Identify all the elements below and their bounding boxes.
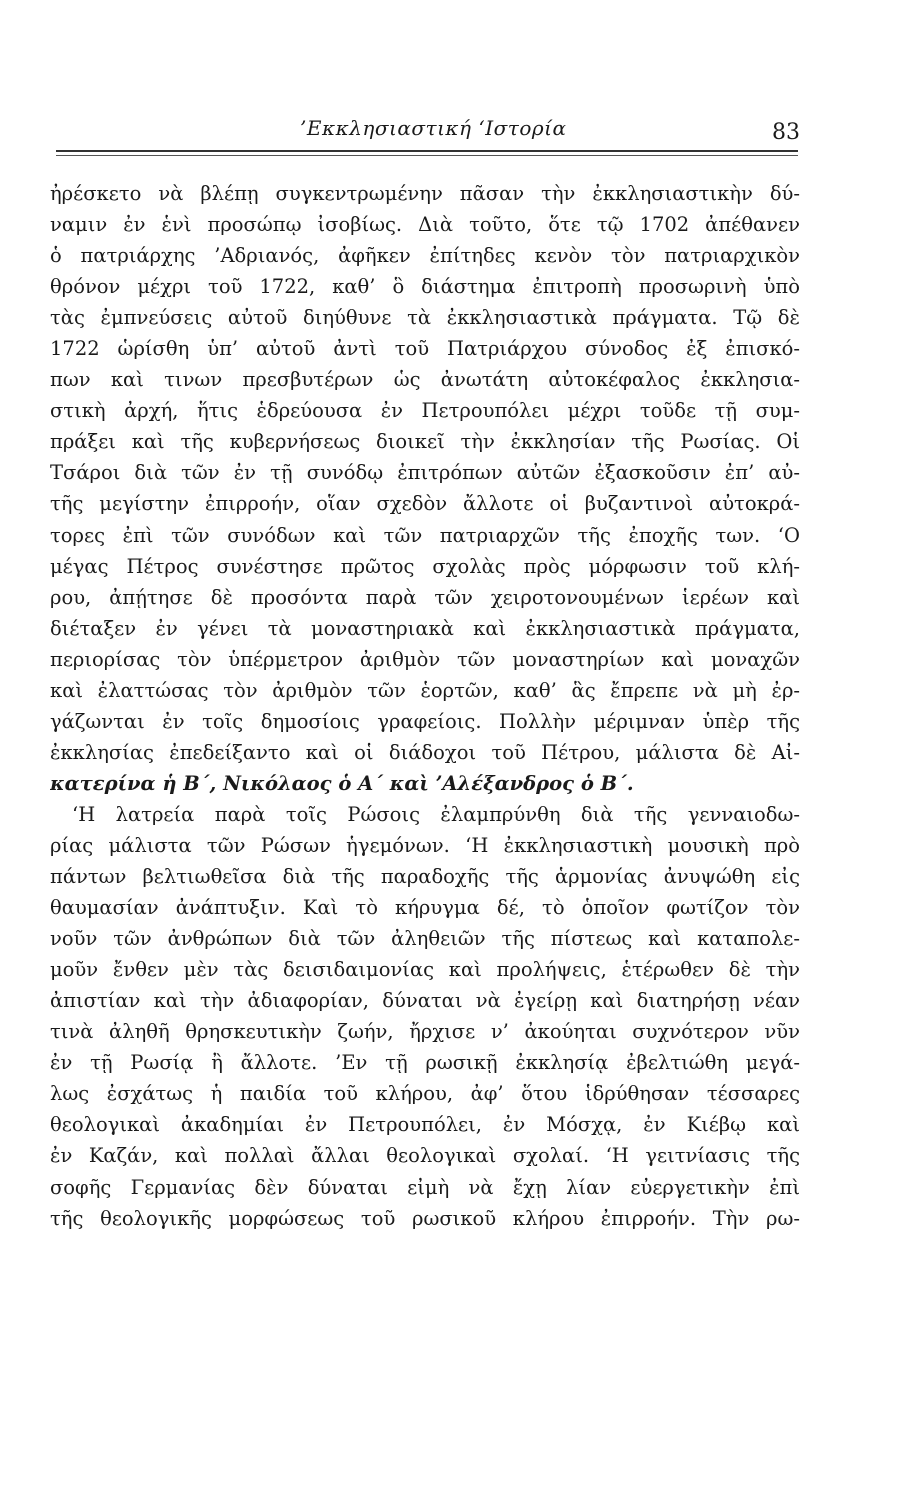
text-line: τὰς ἐμπνεύσεις αὐτοῦ διηύθυνε τὰ ἐκκλησιαστικὰ πράγματα. Τῷ δὲ	[50, 306, 800, 330]
header-rule	[56, 150, 798, 152]
text-line: ρου, ἀπῄτησε δὲ προσόντα παρὰ τῶν χειροτονουμένων ἱερέων καὶ	[50, 585, 800, 609]
text-line: Τσάροι διὰ τῶν ἐν τῇ συνόδῳ ἐπιτρόπων αὐτῶν ἐξασκοῦσιν ἐπ’ αὐ-	[50, 461, 800, 485]
text-line: σοφῆς Γερμανίας δὲν δύναται εἰμὴ νὰ ἔχῃ λίαν εὐεργετικὴν ἐπὶ	[50, 1175, 800, 1199]
running-head	[0, 112, 910, 148]
text-line: διέταξεν ἐν γένει τὰ μοναστηριακὰ καὶ ἐκκλησιαστικὰ πράγματα,	[50, 616, 800, 640]
text-line: ὁ πατριάρχης ’Αδριανός, ἀφῆκεν ἐπίτηδες κενὸν τὸν πατριαρχικὸν	[50, 244, 800, 268]
text-line: ρίας μάλιστα τῶν Ρώσων ἡγεμόνων. ‘Η ἐκκλησιαστικὴ μουσικὴ πρὸ	[50, 833, 800, 857]
text-line: πράξει καὶ τῆς κυβερνήσεως διοικεῖ τὴν ἐκκλησίαν τῆς Ρωσίας. Οἱ	[50, 430, 800, 454]
text-line: λως ἐσχάτως ἡ παιδία τοῦ κλήρου, ἀφ’ ὅτου ἱδρύθησαν τέσσαρες	[50, 1082, 800, 1106]
text-line: τῆς θεολογικῆς μορφώσεως τοῦ ρωσικοῦ κλήρου ἐπιρροήν. Τὴν ρω-	[50, 1206, 800, 1230]
text-line: 1722 ὡρίσθη ὑπ’ αὐτοῦ ἀντὶ τοῦ Πατριάρχου σύνοδος ἐξ ἐπισκό-	[50, 337, 800, 361]
paragraph-start-line: ‘Η λατρεία παρὰ τοῖς Ρώσοις ἐλαμπρύνθη διὰ τῆς γενναιοδω-	[72, 802, 800, 826]
text-line: ἠρέσκετο νὰ βλέπῃ συγκεντρωμένην πᾶσαν τὴν ἐκκλησιαστικὴν δύ-	[50, 182, 800, 205]
header-rule-thin	[56, 155, 798, 156]
text-line: καὶ ἐλαττώσας τὸν ἀριθμὸν τῶν ἑορτῶν, καθ’ ἃς ἔπρεπε νὰ μὴ ἐρ-	[50, 678, 800, 702]
text-line: θαυμασίαν ἀνάπτυξιν. Καὶ τὸ κήρυγμα δέ, τὸ ὁποῖον φωτίζον τὸν	[50, 896, 800, 920]
text-line: κατερίνα ἡ Β΄, Νικόλαος ὁ Α΄ καὶ ’Αλέξανδρος ὁ Β΄.	[50, 771, 634, 795]
text-line: μέγας Πέτρος συνέστησε πρῶτος σχολὰς πρὸς μόρφωσιν τοῦ κλή-	[50, 554, 800, 578]
text-line: ἀπιστίαν καὶ τὴν ἀδιαφορίαν, δύναται νὰ ἐγείρῃ καὶ διατηρήσῃ νέαν	[50, 989, 800, 1013]
text-line: ἐν τῇ Ρωσίᾳ ἢ ἄλλοτε. ’Εν τῇ ρωσικῇ ἐκκλησίᾳ ἐβελτιώθη μεγά-	[50, 1051, 800, 1075]
text-line: μοῦν ἔνθεν μὲν τὰς δεισιδαιμονίας καὶ προλήψεις, ἑτέρωθεν δὲ τὴν	[50, 958, 800, 982]
text-line: νοῦν τῶν ἀνθρώπων διὰ τῶν ἀληθειῶν τῆς πίστεως καὶ καταπολε-	[50, 927, 800, 951]
text-line: ναμιν ἐν ἑνὶ προσώπῳ ἰσοβίως. Διὰ τοῦτο, ὅτε τῷ 1702 ἀπέθανεν	[50, 213, 800, 237]
text-line: πάντων βελτιωθεῖσα διὰ τῆς παραδοχῆς τῆς ἁρμονίας ἀνυψώθη εἰς	[50, 865, 800, 889]
body-text	[50, 178, 800, 1234]
text-line: θρόνον μέχρι τοῦ 1722, καθ’ ὃ διάστημα ἐπιτροπὴ προσωρινὴ ὑπὸ	[50, 275, 800, 299]
text-line: τῆς μεγίστην ἐπιρροήν, οἵαν σχεδὸν ἄλλοτε οἱ βυζαντινοὶ αὐτοκρά-	[50, 492, 800, 516]
text-line: στικὴ ἀρχή, ἥτις ἑδρεύουσα ἐν Πετρουπόλει μέχρι τοῦδε τῇ συμ-	[50, 399, 800, 423]
text-line: θεολογικαὶ ἀκαδημίαι ἐν Πετρουπόλει, ἐν Μόσχᾳ, ἐν Κιέβῳ καὶ	[50, 1113, 800, 1137]
text-line: πων καὶ τινων πρεσβυτέρων ὡς ἀνωτάτη αὐτοκέφαλος ἐκκλησια-	[50, 368, 800, 392]
text-line: ἐκκλησίας ἐπεδείξαντο καὶ οἱ διάδοχοι τοῦ Πέτρου, μάλιστα δὲ Αἰ-	[50, 740, 800, 764]
text-line: τορες ἐπὶ τῶν συνόδων καὶ τῶν πατριαρχῶν τῆς ἐποχῆς των. ‘Ο	[50, 523, 800, 547]
page-number: 83	[772, 120, 800, 145]
text-line: τινὰ ἀληθῆ θρησκευτικὴν ζωήν, ἤρχισε ν’ ἀκούηται συχνότερον νῦν	[50, 1020, 800, 1044]
running-title: ’Εκκλησιαστική ‘Ιστορία	[300, 116, 567, 140]
text-line: περιορίσας τὸν ὑπέρμετρον ἀριθμὸν τῶν μοναστηρίων καὶ μοναχῶν	[50, 647, 800, 671]
text-line: ἐν Καζάν, καὶ πολλαὶ ἄλλαι θεολογικαὶ σχολαί. ‘Η γειτνίασις τῆς	[50, 1144, 800, 1168]
text-line: γάζωνται ἐν τοῖς δημοσίοις γραφείοις. Πολλὴν μέριμναν ὑπὲρ τῆς	[50, 709, 800, 733]
